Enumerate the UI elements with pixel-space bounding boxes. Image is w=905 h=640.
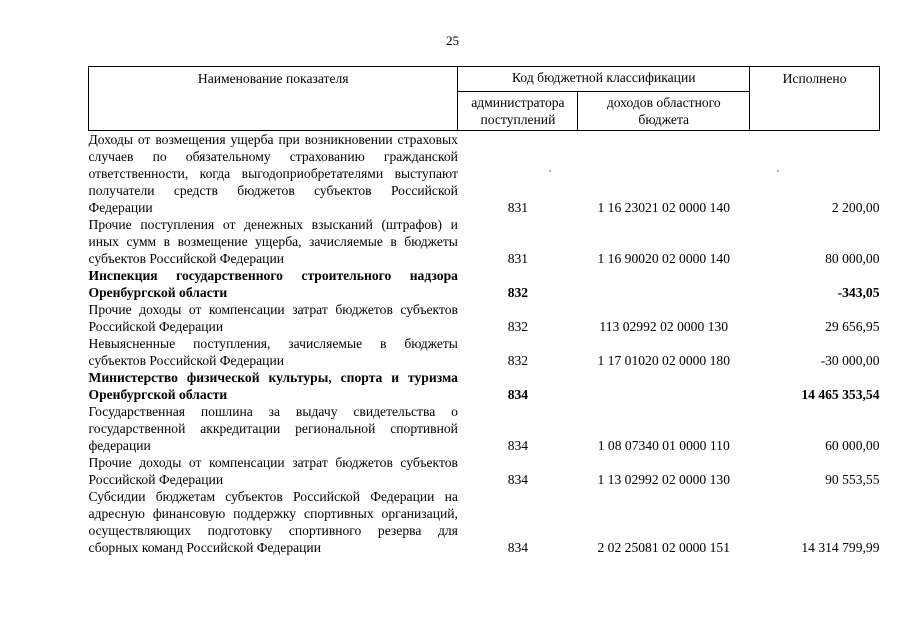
row-income-code: 1 17 01020 02 0000 180 <box>597 353 731 368</box>
scan-speck <box>549 170 551 172</box>
table-row <box>89 454 880 488</box>
row-name: Прочие доходы от компенсации затрат бюджетов субъектов Российской Федерации <box>88 302 458 334</box>
row-amount: 29 656,95 <box>825 319 880 334</box>
row-administrator-code: 832 <box>507 285 529 300</box>
row-name: Государственная пошлина за выдачу свидетельства о государственной аккредитации региональной спортивной федерации <box>88 404 458 453</box>
row-name: Невыясненные поступления, зачисляемые в бюджеты субъектов Российской Федерации <box>88 336 458 368</box>
header-classification-code: Код бюджетной классификации <box>458 67 750 92</box>
row-name: Субсидии бюджетам субъектов Российской Федерации на адресную финансовую поддержку спортивных организаций, осуществляющих подготовку спортивного резерва для сборных команд Российской Федерации <box>88 489 458 555</box>
row-income-code: 1 16 90020 02 0000 140 <box>597 251 731 266</box>
row-administrator-code: 831 <box>507 200 529 215</box>
row-administrator-code: 834 <box>507 472 529 487</box>
row-income-code: 113 02992 02 0000 130 <box>599 319 729 334</box>
row-amount: 2 200,00 <box>831 200 880 215</box>
row-income-code: 1 16 23021 02 0000 140 <box>597 200 731 215</box>
row-administrator-code: 834 <box>507 387 529 402</box>
row-administrator-code: 832 <box>507 353 529 368</box>
header-indicator-name: Наименование показателя <box>89 67 458 131</box>
row-name: Доходы от возмещения ущерба при возникновении страховых случаев по обязательному страхованию гражданской ответственности, когда выгодоприобретателями выступают получатели средств бюджетов субъектов Российской Федерации <box>88 132 458 215</box>
scan-speck <box>777 170 779 172</box>
row-income-code <box>578 267 750 301</box>
row-name: Прочие поступления от денежных взысканий (штрафов) и иных сумм в возмещение ущерба, зачисляемые в бюджеты субъектов Российской Федерации <box>88 217 458 266</box>
table-row <box>89 301 880 335</box>
budget-execution-table <box>88 66 880 556</box>
row-administrator-code: 834 <box>507 540 529 555</box>
table-row <box>89 216 880 267</box>
row-income-code: 2 02 25081 02 0000 151 <box>597 540 731 555</box>
row-amount: 14 314 799,99 <box>801 540 880 555</box>
row-amount: 60 000,00 <box>825 438 880 453</box>
table-row <box>89 369 880 403</box>
header-executed: Исполнено <box>750 67 880 131</box>
page-number: 25 <box>446 33 459 48</box>
row-amount: 14 465 353,54 <box>801 387 880 402</box>
row-administrator-code: 831 <box>507 251 529 266</box>
table-row <box>89 488 880 556</box>
row-administrator-code: 832 <box>507 319 529 334</box>
table-row <box>89 403 880 454</box>
header-income-code: доходов областного бюджета <box>578 92 750 131</box>
row-name: Министерство физической культуры, спорта и туризма Оренбургской области <box>88 370 458 402</box>
table-row <box>89 335 880 369</box>
table-row <box>89 131 880 217</box>
row-name: Инспекция государственного строительного надзора Оренбургской области <box>88 268 458 300</box>
table-row <box>89 267 880 301</box>
row-income-code: 1 13 02992 02 0000 130 <box>597 472 731 487</box>
row-amount: -30 000,00 <box>820 353 880 368</box>
row-name: Прочие доходы от компенсации затрат бюджетов субъектов Российской Федерации <box>88 455 458 487</box>
row-income-code: 1 08 07340 01 0000 110 <box>597 438 730 453</box>
row-amount: -343,05 <box>837 285 880 300</box>
header-administrator: администратора поступлений <box>458 92 578 131</box>
row-income-code <box>578 369 750 403</box>
row-administrator-code: 834 <box>507 438 529 453</box>
table-body <box>89 131 880 557</box>
table-header <box>89 67 880 131</box>
row-amount: 90 553,55 <box>825 472 880 487</box>
row-amount: 80 000,00 <box>825 251 880 266</box>
